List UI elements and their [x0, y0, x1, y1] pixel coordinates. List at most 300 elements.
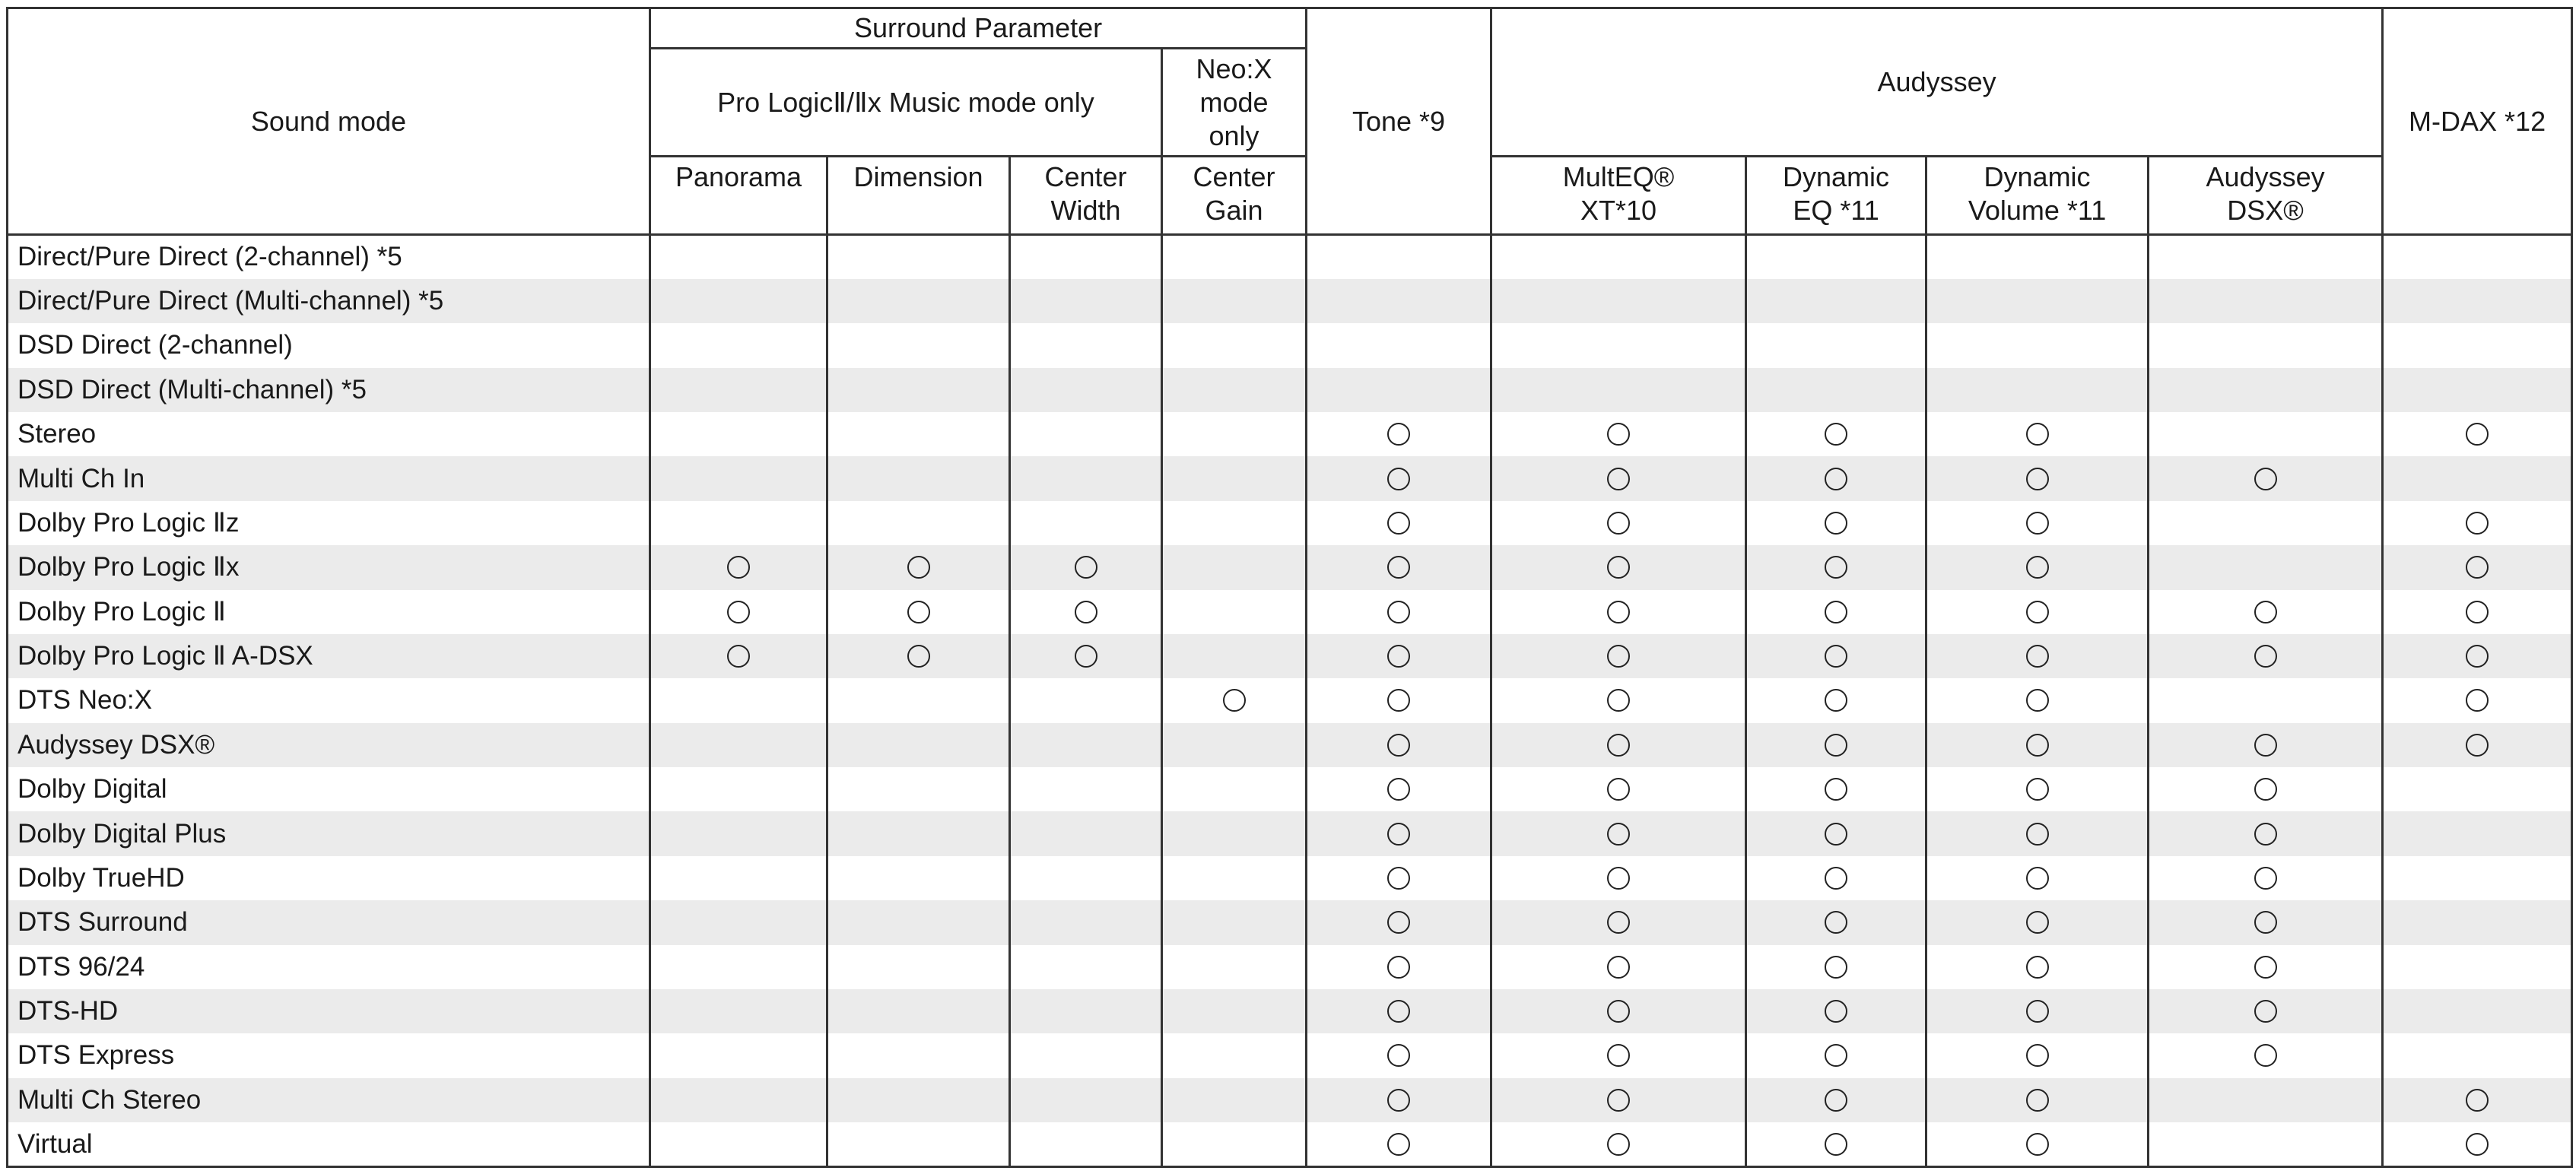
table-row	[8, 678, 2572, 722]
sound-mode-cell: Dolby TrueHD	[8, 856, 650, 900]
cell-mdax	[2383, 856, 2572, 900]
cell-mdax	[2383, 323, 2572, 367]
cell-center-width	[1010, 1033, 1162, 1077]
cell-mdax	[2383, 412, 2572, 456]
cell-dimension	[827, 501, 1010, 545]
circle-icon	[727, 601, 750, 623]
circle-icon	[2026, 867, 2049, 890]
table-row	[8, 590, 2572, 634]
table-row	[8, 323, 2572, 367]
circle-icon	[1387, 1000, 1410, 1023]
circle-icon	[1607, 867, 1630, 890]
circle-icon	[2466, 1089, 2489, 1112]
circle-icon	[2466, 423, 2489, 446]
cell-audyssey-dsx	[2149, 501, 2383, 545]
cell-dimension	[827, 456, 1010, 500]
cell-tone	[1307, 945, 1491, 989]
circle-icon	[2254, 468, 2277, 490]
circle-icon	[2254, 778, 2277, 801]
cell-tone	[1307, 856, 1491, 900]
circle-icon	[2254, 867, 2277, 890]
cell-dynamic-volume	[1926, 1033, 2149, 1077]
cell-dynamic-volume	[1926, 545, 2149, 589]
cell-dynamic-volume	[1926, 856, 2149, 900]
cell-multeq	[1491, 634, 1746, 678]
cell-center-width	[1010, 767, 1162, 811]
circle-icon	[1607, 601, 1630, 623]
cell-multeq	[1491, 501, 1746, 545]
circle-icon	[2026, 911, 2049, 934]
cell-dynamic-eq	[1746, 323, 1926, 367]
circle-icon	[1387, 867, 1410, 890]
cell-dynamic-eq	[1746, 412, 1926, 456]
cell-center-width	[1010, 1078, 1162, 1122]
circle-icon	[1825, 512, 1847, 535]
header-center-gain	[1162, 157, 1307, 235]
circle-icon	[1075, 601, 1097, 623]
circle-icon	[1387, 512, 1410, 535]
cell-mdax	[2383, 1122, 2572, 1167]
sound-mode-parameter-table	[6, 7, 2573, 1168]
cell-panorama	[650, 723, 827, 767]
header-dynamic-volume-line-2: Volume *11	[1968, 195, 2107, 226]
circle-icon	[1387, 911, 1410, 934]
cell-tone	[1307, 235, 1491, 279]
cell-dynamic-volume	[1926, 323, 2149, 367]
header-dynamic-eq-line-1: Dynamic	[1783, 161, 1890, 192]
cell-audyssey-dsx	[2149, 900, 2383, 944]
cell-center-width	[1010, 678, 1162, 722]
table-row	[8, 900, 2572, 944]
circle-icon	[1607, 512, 1630, 535]
table-row	[8, 412, 2572, 456]
cell-audyssey-dsx	[2149, 856, 2383, 900]
circle-icon	[2254, 911, 2277, 934]
cell-dynamic-volume	[1926, 279, 2149, 323]
sound-mode-cell: DSD Direct (Multi-channel) *5	[8, 368, 650, 412]
cell-center-width	[1010, 456, 1162, 500]
circle-icon	[1387, 956, 1410, 979]
circle-icon	[1825, 1133, 1847, 1156]
cell-dynamic-eq	[1746, 235, 1926, 279]
cell-dynamic-volume	[1926, 678, 2149, 722]
table-row	[8, 1033, 2572, 1077]
cell-dynamic-volume	[1926, 1122, 2149, 1167]
cell-center-gain	[1162, 767, 1307, 811]
cell-center-width	[1010, 590, 1162, 634]
cell-mdax	[2383, 678, 2572, 722]
circle-icon	[2254, 645, 2277, 668]
cell-dynamic-volume	[1926, 723, 2149, 767]
cell-panorama	[650, 811, 827, 855]
cell-dynamic-volume	[1926, 590, 2149, 634]
cell-center-gain	[1162, 1033, 1307, 1077]
cell-dynamic-eq	[1746, 368, 1926, 412]
cell-multeq	[1491, 456, 1746, 500]
cell-multeq	[1491, 545, 1746, 589]
cell-center-width	[1010, 412, 1162, 456]
cell-mdax	[2383, 1078, 2572, 1122]
cell-center-gain	[1162, 545, 1307, 589]
circle-icon	[2466, 689, 2489, 712]
cell-center-width	[1010, 501, 1162, 545]
cell-tone	[1307, 767, 1491, 811]
table-row	[8, 235, 2572, 279]
cell-dynamic-eq	[1746, 1033, 1926, 1077]
circle-icon	[1387, 689, 1410, 712]
circle-icon	[1075, 556, 1097, 579]
cell-dimension	[827, 368, 1010, 412]
cell-tone	[1307, 368, 1491, 412]
cell-panorama	[650, 456, 827, 500]
sound-mode-cell: Multi Ch In	[8, 456, 650, 500]
cell-audyssey-dsx	[2149, 545, 2383, 589]
cell-dynamic-eq	[1746, 811, 1926, 855]
cell-dynamic-volume	[1926, 456, 2149, 500]
cell-dimension	[827, 900, 1010, 944]
header-center-width	[1010, 157, 1162, 235]
cell-panorama	[650, 235, 827, 279]
table-row	[8, 501, 2572, 545]
cell-audyssey-dsx	[2149, 811, 2383, 855]
circle-icon	[1387, 645, 1410, 668]
header-surround-parameter: Surround Parameter	[650, 8, 1307, 49]
cell-dimension	[827, 811, 1010, 855]
cell-panorama	[650, 501, 827, 545]
cell-dynamic-volume	[1926, 811, 2149, 855]
cell-mdax	[2383, 723, 2572, 767]
circle-icon	[1607, 911, 1630, 934]
cell-tone	[1307, 590, 1491, 634]
cell-panorama	[650, 279, 827, 323]
cell-dimension	[827, 1033, 1010, 1077]
cell-dimension	[827, 412, 1010, 456]
header-center-gain-line-1: Center	[1193, 161, 1275, 192]
circle-icon	[1825, 1000, 1847, 1023]
cell-center-gain	[1162, 634, 1307, 678]
cell-tone	[1307, 1078, 1491, 1122]
cell-multeq	[1491, 678, 1746, 722]
cell-center-gain	[1162, 323, 1307, 367]
cell-center-gain	[1162, 678, 1307, 722]
cell-center-width	[1010, 279, 1162, 323]
circle-icon	[2026, 601, 2049, 623]
sound-mode-cell: Dolby Digital Plus	[8, 811, 650, 855]
circle-icon	[1825, 956, 1847, 979]
cell-audyssey-dsx	[2149, 456, 2383, 500]
cell-mdax	[2383, 456, 2572, 500]
cell-panorama	[650, 945, 827, 989]
cell-mdax	[2383, 590, 2572, 634]
circle-icon	[1825, 1044, 1847, 1067]
circle-icon	[1825, 468, 1847, 490]
cell-tone	[1307, 723, 1491, 767]
sound-mode-cell: Audyssey DSX®	[8, 723, 650, 767]
sound-mode-cell: DTS Express	[8, 1033, 650, 1077]
circle-icon	[1825, 556, 1847, 579]
cell-multeq	[1491, 856, 1746, 900]
table-row	[8, 856, 2572, 900]
circle-icon	[1387, 601, 1410, 623]
cell-audyssey-dsx	[2149, 590, 2383, 634]
circle-icon	[2466, 645, 2489, 668]
cell-mdax	[2383, 767, 2572, 811]
circle-icon	[2466, 601, 2489, 623]
cell-mdax	[2383, 501, 2572, 545]
cell-center-gain	[1162, 989, 1307, 1033]
cell-audyssey-dsx	[2149, 989, 2383, 1033]
cell-multeq	[1491, 235, 1746, 279]
sound-mode-cell: Multi Ch Stereo	[8, 1078, 650, 1122]
circle-icon	[1607, 734, 1630, 757]
cell-panorama	[650, 900, 827, 944]
cell-panorama	[650, 856, 827, 900]
header-dynamic-volume-line-1: Dynamic	[1984, 161, 2091, 192]
cell-dynamic-volume	[1926, 368, 2149, 412]
circle-icon	[2026, 512, 2049, 535]
cell-dynamic-volume	[1926, 1078, 2149, 1122]
cell-center-width	[1010, 856, 1162, 900]
cell-tone	[1307, 323, 1491, 367]
table-row	[8, 456, 2572, 500]
circle-icon	[2026, 645, 2049, 668]
cell-dynamic-eq	[1746, 856, 1926, 900]
cell-dimension	[827, 1122, 1010, 1167]
cell-multeq	[1491, 323, 1746, 367]
cell-mdax	[2383, 1033, 2572, 1077]
circle-icon	[727, 556, 750, 579]
circle-icon	[1607, 1133, 1630, 1156]
cell-multeq	[1491, 412, 1746, 456]
cell-dimension	[827, 1078, 1010, 1122]
cell-dynamic-volume	[1926, 501, 2149, 545]
circle-icon	[2026, 1089, 2049, 1112]
cell-tone	[1307, 900, 1491, 944]
table-row	[8, 545, 2572, 589]
circle-icon	[1387, 734, 1410, 757]
cell-center-width	[1010, 989, 1162, 1033]
circle-icon	[2026, 556, 2049, 579]
cell-panorama	[650, 989, 827, 1033]
cell-audyssey-dsx	[2149, 678, 2383, 722]
header-center-width-line-2: Width	[1050, 195, 1121, 226]
cell-multeq	[1491, 900, 1746, 944]
cell-multeq	[1491, 279, 1746, 323]
cell-dimension	[827, 590, 1010, 634]
circle-icon	[1825, 778, 1847, 801]
cell-center-gain	[1162, 501, 1307, 545]
sound-mode-cell: DTS Neo:X	[8, 678, 650, 722]
circle-icon	[2254, 1000, 2277, 1023]
cell-center-width	[1010, 634, 1162, 678]
table-body	[8, 235, 2572, 1167]
header-sound-mode: Sound mode	[8, 8, 650, 235]
cell-audyssey-dsx	[2149, 235, 2383, 279]
sound-mode-cell: DTS-HD	[8, 989, 650, 1033]
circle-icon	[2466, 734, 2489, 757]
cell-dimension	[827, 989, 1010, 1033]
cell-tone	[1307, 1122, 1491, 1167]
circle-icon	[1387, 556, 1410, 579]
cell-panorama	[650, 545, 827, 589]
circle-icon	[907, 645, 930, 668]
cell-tone	[1307, 501, 1491, 545]
cell-dimension	[827, 767, 1010, 811]
cell-dynamic-eq	[1746, 1122, 1926, 1167]
cell-mdax	[2383, 634, 2572, 678]
table-row	[8, 634, 2572, 678]
sound-mode-cell: Dolby Pro Logic Ⅱz	[8, 501, 650, 545]
sound-mode-cell: Dolby Pro Logic Ⅱ	[8, 590, 650, 634]
header-neox-line-1: Neo:X	[1196, 52, 1272, 84]
cell-dimension	[827, 634, 1010, 678]
circle-icon	[2466, 556, 2489, 579]
cell-multeq	[1491, 1122, 1746, 1167]
cell-dimension	[827, 856, 1010, 900]
cell-tone	[1307, 989, 1491, 1033]
cell-center-width	[1010, 900, 1162, 944]
cell-center-gain	[1162, 945, 1307, 989]
sound-mode-cell: Direct/Pure Direct (2-channel) *5	[8, 235, 650, 279]
table-row	[8, 767, 2572, 811]
circle-icon	[2026, 468, 2049, 490]
circle-icon	[1825, 689, 1847, 712]
header-dynamic-eq	[1746, 157, 1926, 235]
cell-panorama	[650, 678, 827, 722]
circle-icon	[1075, 645, 1097, 668]
cell-panorama	[650, 1078, 827, 1122]
cell-dimension	[827, 323, 1010, 367]
cell-mdax	[2383, 279, 2572, 323]
sound-mode-cell: Stereo	[8, 412, 650, 456]
circle-icon	[1607, 956, 1630, 979]
cell-dimension	[827, 545, 1010, 589]
table-row	[8, 723, 2572, 767]
cell-multeq	[1491, 989, 1746, 1033]
cell-tone	[1307, 412, 1491, 456]
circle-icon	[2254, 601, 2277, 623]
header-panorama: Panorama	[650, 157, 827, 235]
table-row	[8, 945, 2572, 989]
circle-icon	[1607, 1089, 1630, 1112]
circle-icon	[2026, 689, 2049, 712]
cell-panorama	[650, 323, 827, 367]
cell-center-gain	[1162, 279, 1307, 323]
header-neox-line-3: only	[1209, 119, 1259, 151]
header-multeq-line-2: XT*10	[1580, 195, 1657, 226]
circle-icon	[1825, 734, 1847, 757]
circle-icon	[1223, 689, 1246, 712]
cell-panorama	[650, 412, 827, 456]
cell-dynamic-volume	[1926, 634, 2149, 678]
circle-icon	[727, 645, 750, 668]
circle-icon	[2026, 1133, 2049, 1156]
circle-icon	[2026, 1044, 2049, 1067]
cell-audyssey-dsx	[2149, 945, 2383, 989]
cell-dimension	[827, 678, 1010, 722]
cell-center-width	[1010, 723, 1162, 767]
cell-audyssey-dsx	[2149, 723, 2383, 767]
circle-icon	[1607, 778, 1630, 801]
cell-tone	[1307, 1033, 1491, 1077]
cell-dimension	[827, 723, 1010, 767]
cell-audyssey-dsx	[2149, 323, 2383, 367]
circle-icon	[2026, 423, 2049, 446]
circle-icon	[1825, 911, 1847, 934]
header-dynamic-eq-line-2: EQ *11	[1793, 195, 1879, 226]
cell-dynamic-eq	[1746, 1078, 1926, 1122]
cell-center-gain	[1162, 1122, 1307, 1167]
cell-dynamic-eq	[1746, 456, 1926, 500]
cell-audyssey-dsx	[2149, 279, 2383, 323]
header-multeq	[1491, 157, 1746, 235]
cell-panorama	[650, 634, 827, 678]
cell-multeq	[1491, 811, 1746, 855]
cell-mdax	[2383, 368, 2572, 412]
cell-dynamic-eq	[1746, 989, 1926, 1033]
circle-icon	[1607, 823, 1630, 846]
circle-icon	[1387, 1089, 1410, 1112]
circle-icon	[2254, 1044, 2277, 1067]
cell-panorama	[650, 590, 827, 634]
cell-multeq	[1491, 945, 1746, 989]
circle-icon	[1607, 556, 1630, 579]
header-dimension: Dimension	[827, 157, 1010, 235]
cell-dynamic-volume	[1926, 945, 2149, 989]
table-row	[8, 811, 2572, 855]
circle-icon	[2254, 823, 2277, 846]
circle-icon	[1607, 1000, 1630, 1023]
circle-icon	[1825, 423, 1847, 446]
cell-center-gain	[1162, 856, 1307, 900]
circle-icon	[1825, 601, 1847, 623]
circle-icon	[1607, 423, 1630, 446]
circle-icon	[2466, 1133, 2489, 1156]
cell-center-gain	[1162, 412, 1307, 456]
table-row	[8, 279, 2572, 323]
cell-tone	[1307, 456, 1491, 500]
cell-audyssey-dsx	[2149, 767, 2383, 811]
cell-dynamic-eq	[1746, 545, 1926, 589]
header-multeq-line-1: MultEQ®	[1562, 161, 1675, 192]
circle-icon	[2026, 734, 2049, 757]
cell-dynamic-volume	[1926, 767, 2149, 811]
sound-mode-cell: Direct/Pure Direct (Multi-channel) *5	[8, 279, 650, 323]
circle-icon	[907, 601, 930, 623]
cell-multeq	[1491, 767, 1746, 811]
cell-center-width	[1010, 545, 1162, 589]
circle-icon	[1825, 645, 1847, 668]
header-pro-logic-music-only: Pro LogicⅡ/Ⅱx Music mode only	[650, 49, 1162, 157]
header-neox-line-2: mode	[1199, 86, 1269, 118]
header-audyssey-dsx-line-1: Audyssey	[2206, 161, 2325, 192]
header-audyssey: Audyssey	[1491, 8, 2383, 157]
circle-icon	[2026, 823, 2049, 846]
circle-icon	[907, 556, 930, 579]
circle-icon	[1607, 689, 1630, 712]
cell-center-width	[1010, 945, 1162, 989]
cell-center-gain	[1162, 368, 1307, 412]
sound-mode-cell: Dolby Pro Logic Ⅱ A-DSX	[8, 634, 650, 678]
circle-icon	[1825, 1089, 1847, 1112]
cell-dynamic-volume	[1926, 412, 2149, 456]
header-center-gain-line-2: Gain	[1205, 195, 1263, 226]
cell-dimension	[827, 945, 1010, 989]
cell-multeq	[1491, 1033, 1746, 1077]
circle-icon	[1387, 423, 1410, 446]
cell-dynamic-eq	[1746, 678, 1926, 722]
cell-tone	[1307, 634, 1491, 678]
